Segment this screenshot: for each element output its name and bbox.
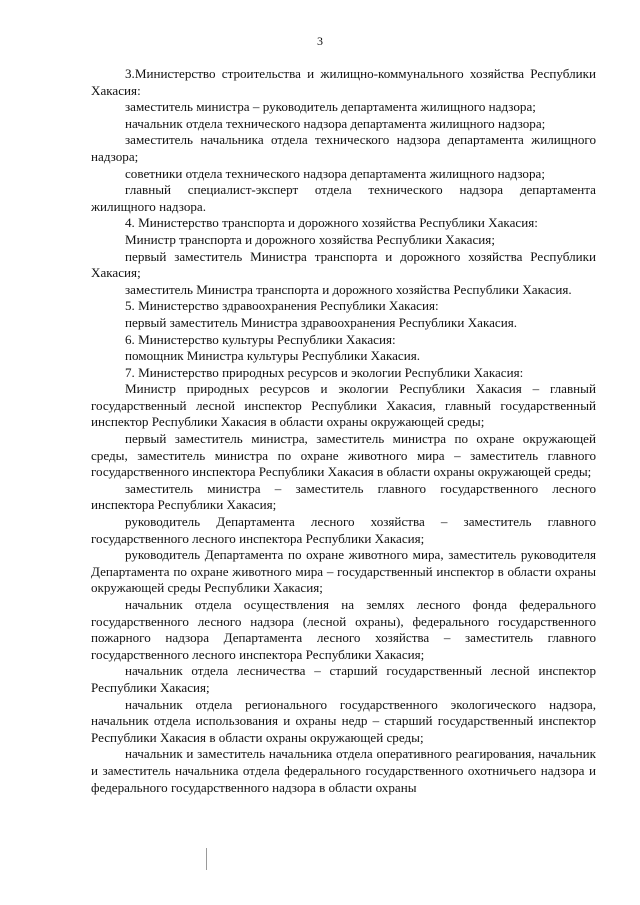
paragraph: советники отдела технического надзора департамента жилищного надзора; [125, 165, 545, 181]
paragraph: первый заместитель Министра здравоохранения Республики Хакасия. [125, 314, 518, 330]
paragraph: Министр транспорта и дорожного хозяйства Республики Хакасия; [125, 231, 495, 247]
paragraph: помощник Министра культуры Республики Хакасия. [125, 348, 421, 364]
paragraph: начальник отдела осуществления на землях лесного фонда федерального государственного лесного надзора (лесной охраны), федерального государственного пожарного надзора Департамента лесного хозяйства – заместитель главного государственного лесного инспектора Республики Хакасия; [91, 597, 596, 662]
paragraph: заместитель министра – заместитель главного государственного лесного инспектора Республики Хакасия; [91, 480, 596, 513]
paragraph: 5. Министерство здравоохранения Республики Хакасия: [125, 298, 439, 314]
paragraph: начальник и заместитель начальника отдела оперативного реагирования, начальник и заместитель начальника отдела федерального государственного охотничьего надзора и федерального государственного надзора в области охраны [91, 746, 596, 795]
paragraph: начальник отдела лесничества – старший государственный лесной инспектор Республики Хакасия; [91, 663, 596, 695]
paragraph: начальник отдела регионального государственного экологического надзора, начальник отдела использования и охраны недр – старший государственный инспектор Республики Хакасия в области охраны окружающей среды; [91, 696, 596, 745]
paragraph: 6. Министерство культуры Республики Хакасия: [125, 331, 396, 347]
scan-artifact-mark [206, 848, 211, 870]
paragraph: 7. Министерство природных ресурсов и экологии Республики Хакасия: [125, 364, 524, 380]
page-number: 3 [317, 34, 323, 48]
paragraph: заместитель министра – руководитель департамента жилищного надзора; [125, 99, 536, 115]
paragraph: Министр природных ресурсов и экологии Республики Хакасия – главный государственный лесной инспектор Республики Хакасия, главный государственный инспектор Республики Хакасия в области охраны окружающей среды; [91, 381, 596, 430]
paragraph: 4. Министерство транспорта и дорожного хозяйства Республики Хакасия: [125, 215, 538, 231]
paragraph: первый заместитель Министра транспорта и дорожного хозяйства Республики Хакасия; [91, 248, 596, 281]
paragraph: руководитель Департамента по охране животного мира, заместитель руководителя Департамента по охране животного мира – государственный инспектор в области охраны окружающей среды Республики Хакасия; [91, 547, 596, 596]
paragraph: начальник отдела технического надзора департамента жилищного надзора; [125, 115, 546, 131]
document-body [91, 66, 596, 796]
paragraph: заместитель начальника отдела технического надзора департамента жилищного надзора; [91, 132, 596, 164]
paragraph: руководитель Департамента лесного хозяйства – заместитель главного государственного лесного инспектора Республики Хакасия; [91, 514, 596, 546]
paragraph: заместитель Министра транспорта и дорожного хозяйства Республики Хакасия. [125, 281, 572, 297]
paragraph: главный специалист-эксперт отдела технического надзора департамента жилищного надзора. [91, 182, 596, 214]
paragraph: 3.Министерство строительства и жилищно-коммунального хозяйства Республики Хакасия: [91, 66, 596, 98]
paragraph: первый заместитель министра, заместитель министра по охране окружающей среды, заместитель министра по охране животного мира – заместитель главного государственного инспектора Республики Хакасия в области охраны окружающей среды; [91, 431, 596, 480]
